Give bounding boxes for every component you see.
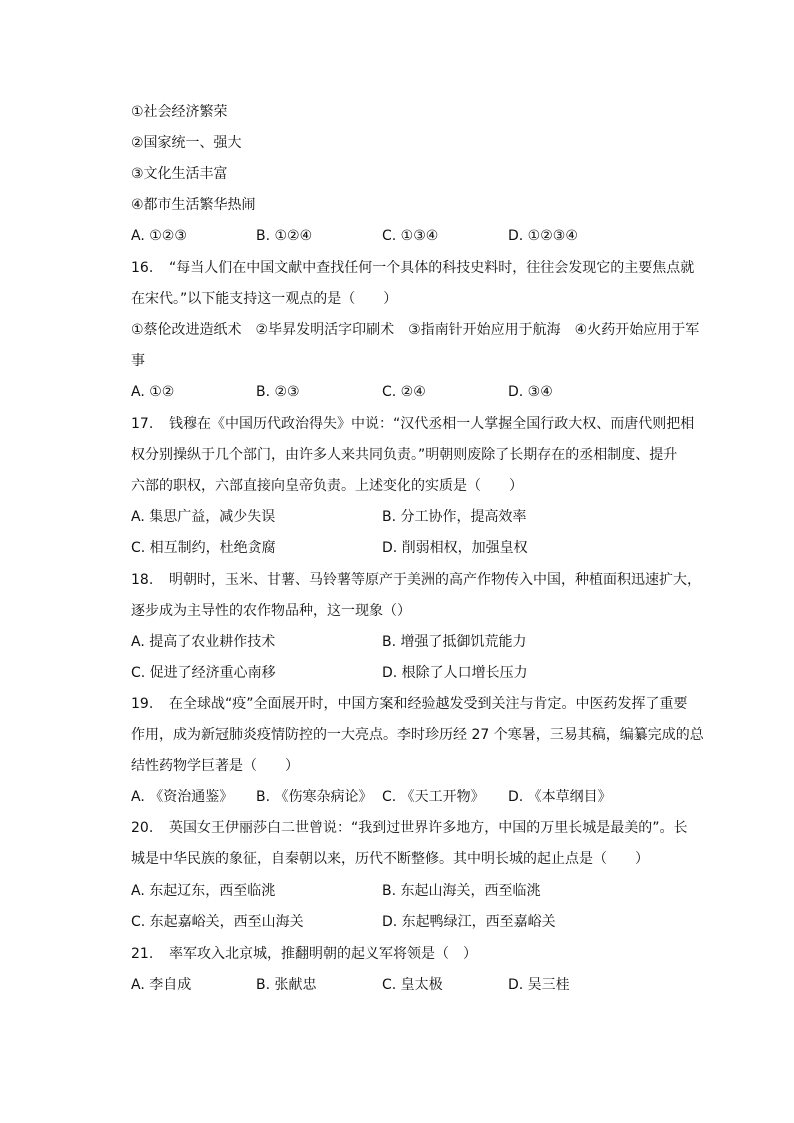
q20-option-c: C. 东起嘉峪关，西至山海关 [131, 914, 304, 930]
q21-stem-line-1 [131, 944, 701, 964]
q16-items-line-2: 事 [131, 353, 145, 369]
q20-number: 20. [131, 820, 154, 836]
q17-stem-line-1 [131, 414, 701, 434]
q15-option-b: B. ①②④ [256, 228, 313, 244]
q19-stem-text-1: 在全球战“疫”全面展开时，中国方案和经验越发受到关注与肯定。中医药发挥了重要 [169, 696, 688, 712]
q19-options [131, 787, 701, 807]
q18-option-b: B. 增强了抵御饥荒能力 [382, 634, 527, 650]
q17-options-row-1 [131, 507, 701, 527]
q17-stem-line-3: 六部的职权，六部直接向皇帝负责。上述变化的实质是（ ） [131, 478, 523, 494]
q15-item-3: ③文化生活丰富 [131, 166, 228, 182]
q19-option-c: C. 《天工开物》 [382, 789, 485, 805]
q19-option-d: D. 《本草纲目》 [508, 789, 612, 805]
q20-option-a: A. 东起辽东，西至临洮 [131, 883, 276, 899]
q15-item-2: ②国家统一、强大 [131, 135, 242, 151]
q15-item-1: ①社会经济繁荣 [131, 104, 228, 120]
q15-options [131, 226, 701, 246]
q16-stem-line-2: 在宋代。”以下能支持这一观点的是（ ） [131, 291, 398, 307]
q21-option-d: D. 吴三桂 [508, 977, 570, 993]
q17-stem-text-1: 钱穆在《中国历代政治得失》中说：“汉代丞相一人掌握全国行政大权、而唐代则把相 [169, 416, 695, 432]
q20-option-d: D. 东起鸭绿江，西至嘉峪关 [382, 914, 556, 930]
q16-option-a: A. ①② [131, 384, 175, 400]
q20-options-row-1 [131, 881, 701, 901]
q16-option-b: B. ②③ [256, 384, 300, 400]
q19-number: 19. [131, 696, 154, 712]
q21-number: 21. [131, 946, 154, 962]
q20-stem-text-1: 英国女王伊丽莎白二世曾说：“我到过世界许多地方，中国的万里长城是最美的”。长 [169, 820, 688, 836]
q15-option-d: D. ①②③④ [508, 228, 578, 244]
q21-options [131, 975, 701, 995]
q17-stem-line-2: 权分别操纵于几个部门，由许多人来共同负责。”明朝则废除了长期存在的丞相制度、提升 [131, 447, 678, 463]
q16-options [131, 382, 701, 402]
q15-option-a: A. ①②③ [131, 228, 187, 244]
q20-option-b: B. 东起山海关，西至临洮 [382, 883, 541, 899]
q18-number: 18. [131, 572, 154, 588]
q16-stem-text-1: “每当人们在中国文献中查找任何一个具体的科技史料时，往往会发现它的主要焦点就 [169, 260, 695, 276]
q16-option-d: D. ③④ [508, 384, 553, 400]
q16-stem-line-1 [131, 258, 701, 278]
q19-option-b: B. 《伤寒杂病论》 [256, 789, 373, 805]
q18-options-row-2 [131, 663, 701, 683]
q19-stem-line-2: 作用，成为新冠肺炎疫情防控的一大亮点。李时珍历经 27 个寒暑，三易其稿，编纂完成的总 [131, 727, 704, 743]
q18-option-d: D. 根除了人口增长压力 [382, 665, 528, 681]
q15-item-4: ④都市生活繁华热闹 [131, 197, 256, 213]
q17-number: 17. [131, 416, 154, 432]
q20-stem-line-1 [131, 818, 701, 838]
q20-options-row-2 [131, 912, 701, 932]
q17-options-row-2 [131, 538, 701, 558]
q21-stem-text-1: 率军攻入北京城，推翻明朝的起义军将领是（ ） [169, 946, 477, 962]
q15-option-c: C. ①③④ [382, 228, 439, 244]
q17-option-c: C. 相互制约，杜绝贪腐 [131, 540, 276, 556]
q21-option-c: C. 皇太极 [382, 977, 443, 993]
q19-stem-line-3: 结性药物学巨著是（ ） [131, 758, 299, 774]
q16-option-c: C. ②④ [382, 384, 426, 400]
q16-items-line-1: ①蔡伦改进造纸术 ②毕昇发明活字印刷术 ③指南针开始应用于航海 ④火药开始应用于军 [131, 322, 700, 338]
q20-stem-line-2: 城是中华民族的象征，自秦朝以来，历代不断整修。其中明长城的起止点是（ ） [131, 851, 649, 867]
q16-number: 16. [131, 260, 154, 276]
q18-options-row-1 [131, 632, 701, 652]
q17-option-d: D. 削弱相权，加强皇权 [382, 540, 528, 556]
q18-option-a: A. 提高了农业耕作技术 [131, 634, 276, 650]
q18-stem-text-1: 明朝时，玉米、甘薯、马铃薯等原产于美洲的高产作物传入中国，种植面积迅速扩大， [169, 572, 701, 588]
q21-option-b: B. 张献忠 [256, 977, 317, 993]
q17-option-a: A. 集思广益，减少失误 [131, 509, 276, 525]
q19-option-a: A. 《资治通鉴》 [131, 789, 234, 805]
q19-stem-line-1 [131, 694, 701, 714]
q21-option-a: A. 李自成 [131, 977, 192, 993]
q17-option-b: B. 分工协作，提高效率 [382, 509, 527, 525]
q18-stem-line-1 [131, 570, 701, 590]
q18-option-c: C. 促进了经济重心南移 [131, 665, 276, 681]
q18-stem-line-2: 逐步成为主导性的农作物品种，这一现象（） [131, 603, 411, 619]
